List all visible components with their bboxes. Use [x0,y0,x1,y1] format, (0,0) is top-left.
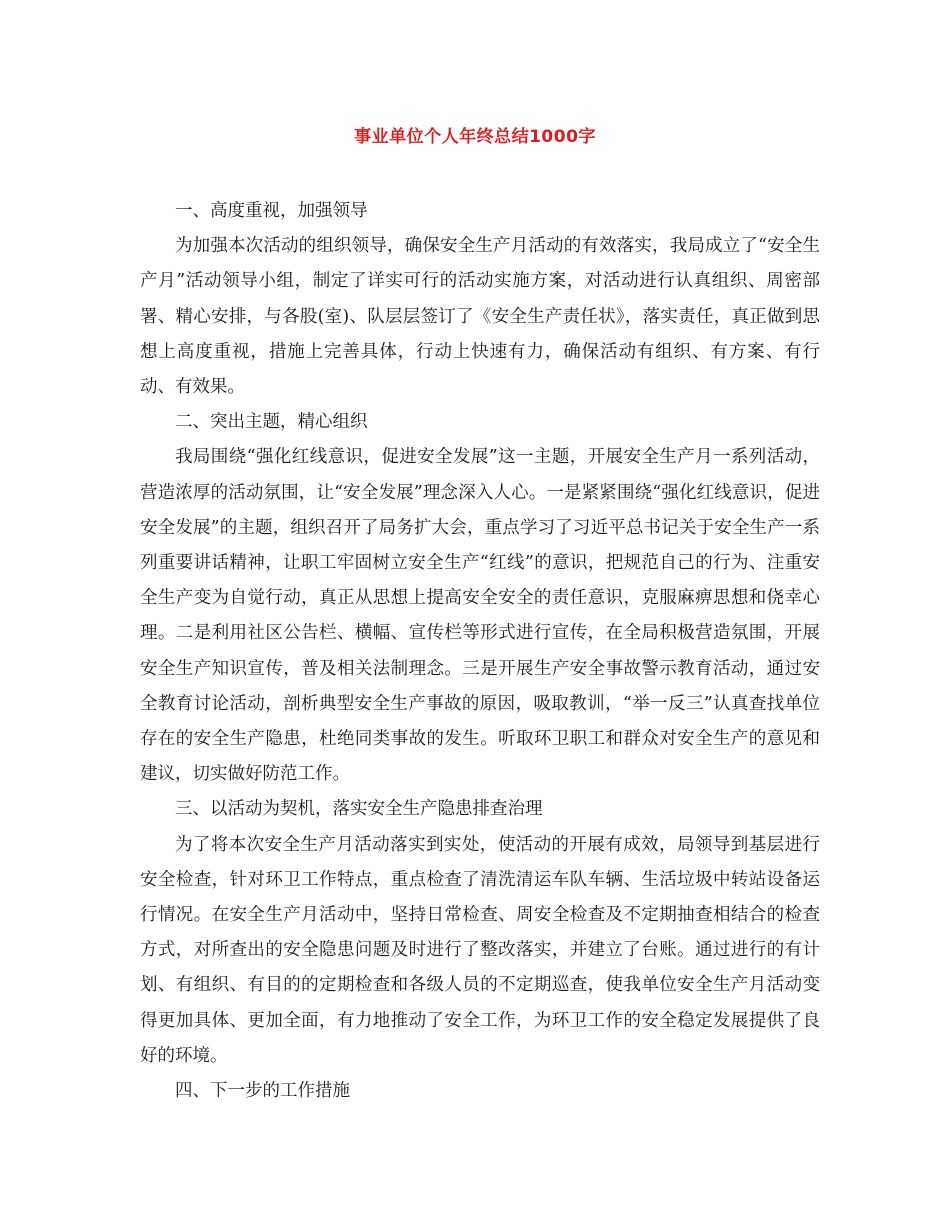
body-paragraph-3: 为了将本次安全生产月活动落实到实处，使活动的开展有成效，局领导到基层进行安全检查，针对环卫工作特点，重点检查了清洗清运车队车辆、生活垃圾中转站设备运行情况。在安全生产月活动中，坚持日常检查、周安全检查及不定期抽查相结合的检查方式，对所查出的安全隐患问题及时进行了整改落实，并建立了台账。通过进行的有计划、有组织、有目的的定期检查和各级人员的不定期巡查，使我单位安全生产月活动变得更加具体、更加全面，有力地推动了安全工作，为环卫工作的安全稳定发展提供了良好的环境。 [140,834,820,1066]
body-paragraph-1: 为加强本次活动的组织领导，确保安全生产月活动的有效落实，我局成立了“安全生产月”活动领导小组，制定了详实可行的活动实施方案，对活动进行认真组织、周密部署、精心安排，与各股(室)、队层层签订了《安全生产责任状》，落实责任，真正做到思想上高度重视，措施上完善具体，行动上快速有力，确保活动有组织、有方案、有行动、有效果。 [140,236,820,398]
section-heading-4: 四、下一步的工作措施 [175,1081,350,1102]
document-body [140,194,820,1109]
section-heading-3: 三、以活动为契机，落实安全生产隐患排查治理 [175,799,543,820]
body-paragraph-2: 我局围绕“强化红线意识，促进安全发展”这一主题，开展安全生产月一系列活动，营造浓厚的活动氛围，让“安全发展”理念深入人心。一是紧紧围绕“强化红线意识，促进安全发展”的主题，组织召开了局务扩大会，重点学习了习近平总书记关于安全生产一系列重要讲话精神，让职工牢固树立安全生产“红线”的意识，把规范自己的行为、注重安全生产变为自觉行动，真正从思想上提高安全安全的责任意识，克服麻痹思想和侥幸心理。二是利用社区公告栏、横幅、宣传栏等形式进行宣传，在全局积极营造氛围，开展安全生产知识宣传，普及相关法制理念。三是开展生产安全事故警示教育活动，通过安全教育讨论活动，剖析典型安全生产事故的原因，吸取教训，“举一反三”认真查找单位存在的安全生产隐患，杜绝同类事故的发生。听取环卫职工和群众对安全生产的意见和建议，切实做好防范工作。 [140,447,820,785]
document-title: 事业单位个人年终总结1000字 [354,127,596,147]
section-heading-2: 二、突出主题，精心组织 [175,412,368,433]
section-heading-1: 一、高度重视，加强领导 [175,201,368,221]
